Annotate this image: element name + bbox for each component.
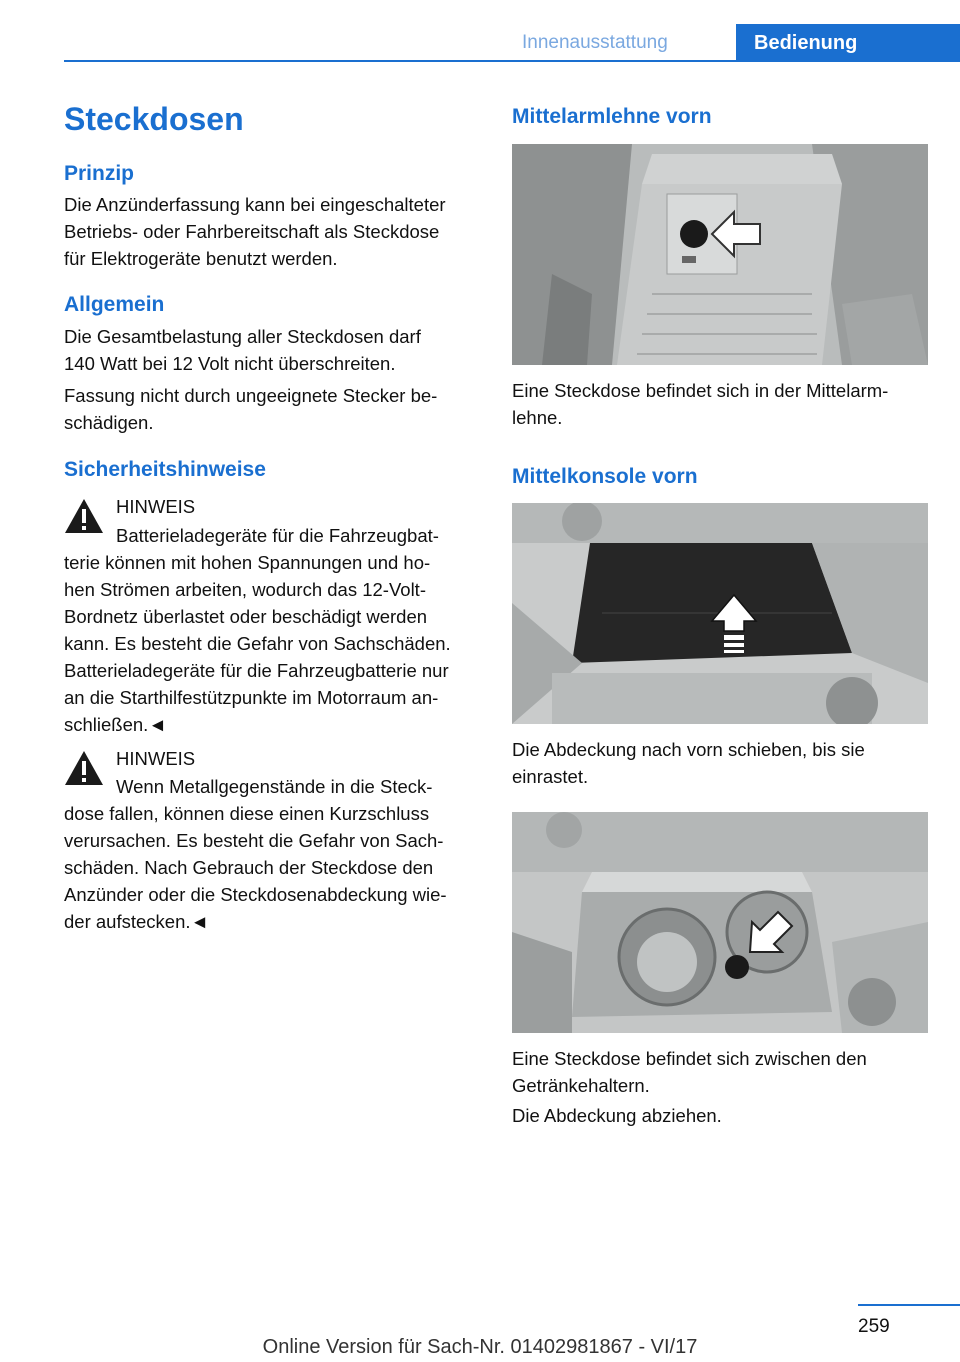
safety-heading: Sicherheitshinweise [64,458,266,481]
page-title: Steckdosen [64,101,244,137]
console-caption-1: Die Abdeckung nach vorn schieben, bis sie einrastet. [512,739,865,787]
notice-1-first-line: Batterieladegeräte für die Fahrzeugbat- [116,525,439,546]
notice-1-text: terie können mit hohen Spannungen und ho- hen Strömen arbeiten, wodurch das 12-Volt- Bordnetz überlastet oder beschädigt werden kann. Es besteht die Gefahr von Sachschäden. Batterieladegeräte für die Fahrzeugbatterie nur an die Starthilfestützpunkte im Motorraum an- schließen.◄ [64,552,451,735]
allgemein-heading: Allgemein [64,293,165,316]
header-tab-bedienung[interactable]: Bedienung [736,24,960,62]
warning-triangle-icon [64,498,104,534]
notice-1-label: HINWEIS [116,496,196,517]
notice-2-label: HINWEIS [116,748,196,769]
armrest-heading: Mittelarmlehne vorn [512,105,712,128]
header-rule [64,60,960,62]
console-heading: Mittelkonsole vorn [512,465,698,488]
allgemein-text-2: Fassung nicht durch ungeeignete Stecker be- schädigen. [64,385,438,433]
prinzip-text: Die Anzünderfassung kann bei eingeschalteter Betriebs- oder Fahrbereitschaft als Steckdose für Elektrogeräte benutzt werden. [64,194,446,269]
page-number: 259 [858,1316,890,1337]
prinzip-heading: Prinzip [64,162,135,185]
warning-triangle-icon [64,750,104,786]
notice-2-text: dose fallen, können diese einen Kurzschluss verursachen. Es besteht die Gefahr von Sach- schäden. Nach Gebrauch der Steckdose den Anzünder oder die Steckdosenabdeckung wie- der aufstecken.◄ [64,803,447,932]
console-caption-3: Die Abdeckung abziehen. [512,1105,722,1126]
armrest-socket-illustration [512,144,928,365]
header-tab-innenausstattung[interactable]: Innenausstattung [522,32,668,53]
footer-rule [858,1304,960,1306]
online-version-note: Online Version für Sach-Nr. 01402981867 - VI/17 [262,1336,698,1358]
allgemein-text-1: Die Gesamtbelastung aller Steckdosen darf 140 Watt bei 12 Volt nicht überschreiten. [64,326,421,374]
console-caption-2: Eine Steckdose befindet sich zwischen den Getränkehaltern. [512,1048,867,1096]
console-cover-illustration [512,503,928,724]
notice-2-first-line: Wenn Metallgegenstände in die Steck- [116,776,433,797]
cupholder-socket-illustration [512,812,928,1033]
armrest-caption: Eine Steckdose befindet sich in der Mittelarm- lehne. [512,380,889,428]
